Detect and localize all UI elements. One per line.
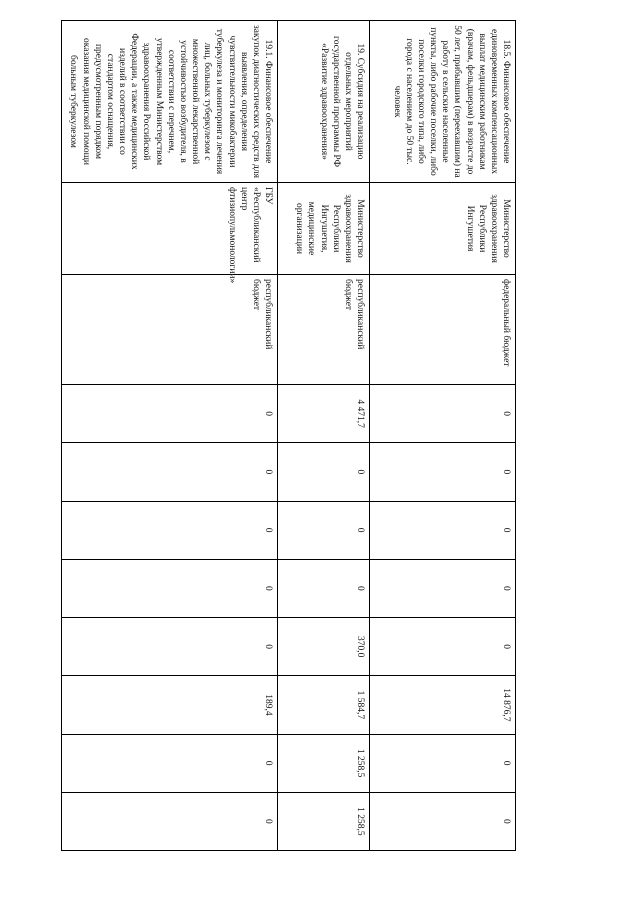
value-cell: 0 — [370, 559, 516, 617]
value-cell: 0 — [370, 734, 516, 792]
funding-source-cell: республиканский бюджет — [62, 275, 278, 385]
table-row — [370, 21, 516, 851]
value-cell: 1 258,5 — [278, 792, 370, 850]
table-row — [62, 21, 278, 851]
value-cell: 0 — [278, 501, 370, 559]
value-cell: 0 — [370, 792, 516, 850]
value-cell: 1 258,5 — [278, 734, 370, 792]
table-row — [278, 21, 370, 851]
value-cell: 0 — [62, 443, 278, 501]
value-cell: 0 — [278, 443, 370, 501]
executor-cell: ГБУ «Республиканский центр фтизиопульмонологии» — [62, 183, 278, 275]
value-cell: 0 — [62, 501, 278, 559]
value-cell: 0 — [370, 618, 516, 676]
program-funding-table — [61, 20, 516, 851]
measure-cell: 18.5. Финансовое обеспечение единовременных компенсационных выплат медицинским работникам (врачам, фельдшерам) в возрасте до 50 лет, прибывшим (переехавшим) на работу в сельские населенные пункты, либо рабочие поселки, либо поселки городского типа, либо города с населением до 50 тыс. человек — [370, 21, 516, 183]
value-cell: 0 — [62, 618, 278, 676]
executor-cell: Министерство здравоохранения Республики Ингушетия, медицинские организации — [278, 183, 370, 275]
value-cell: 14 876,7 — [370, 676, 516, 734]
funding-source-cell: федеральный бюджет — [370, 275, 516, 385]
measure-cell: 19. Субсидия на реализацию отдельных мероприятий государственной программы РФ «Развитие здравоохранения» — [278, 21, 370, 183]
value-cell: 189,4 — [62, 676, 278, 734]
value-cell: 0 — [370, 501, 516, 559]
value-cell: 0 — [278, 559, 370, 617]
value-cell: 0 — [62, 385, 278, 443]
value-cell: 0 — [370, 385, 516, 443]
value-cell: 0 — [62, 559, 278, 617]
executor-cell: Министерство здравоохранения Республики Ингушетия — [370, 183, 516, 275]
value-cell: 0 — [62, 734, 278, 792]
value-cell: 370,0 — [278, 618, 370, 676]
measure-cell: 19.1. Финансовое обеспечение закупок диагностических средств для выявления, определения чувствительности микобактерии туберкулеза и мониторинга лечения лиц, больных туберкулезом с множественной лекарственной устойчивостью возбудителя, в соответствии с перечнем, утвержденным Министерством здравоохранения Российской Федерации, а также медицинских изделий в соответствии со стандартом оснащения, предусмотренным порядком оказания медицинской помощи больным туберкулезом — [62, 21, 278, 183]
rotated-table-page — [62, 20, 516, 850]
value-cell: 4 471,7 — [278, 385, 370, 443]
value-cell: 0 — [62, 792, 278, 850]
funding-source-cell: республиканский бюджет — [278, 275, 370, 385]
value-cell: 0 — [370, 443, 516, 501]
value-cell: 1 584,7 — [278, 676, 370, 734]
